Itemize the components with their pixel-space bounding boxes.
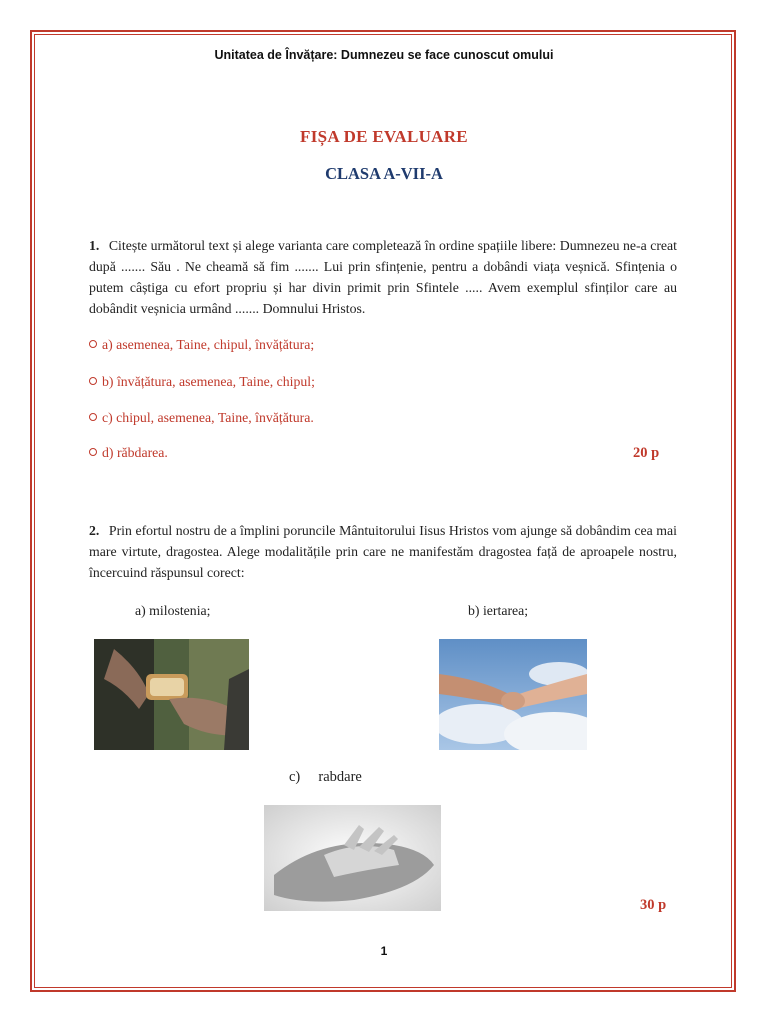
page-number: 1 bbox=[380, 944, 388, 958]
giving-bread-image bbox=[94, 639, 249, 750]
q2-option-c-label[interactable]: c) rabdare bbox=[289, 769, 362, 785]
q1-option-b[interactable] bbox=[89, 374, 315, 390]
q2-points: 30 p bbox=[640, 897, 667, 913]
unit-header: Unitatea de Învățare: Dumnezeu se face cunoscut omului bbox=[214, 48, 554, 62]
hands-image bbox=[264, 805, 441, 911]
question-2-number: 2. bbox=[89, 523, 100, 538]
radio-circle-icon bbox=[89, 340, 97, 348]
question-2-text: Prin efortul nostru de a împlini poruncile Mântuitorului Iisus Hristos vom ajunge să dobândim cea mai mare virtute, dragostea. Alege modalitățile prin care ne manifestăm dragostea față de aproapele nostru, încercuind răspunsul corect: bbox=[89, 523, 677, 580]
q1-points: 20 p bbox=[633, 445, 660, 461]
q2-option-b-label[interactable]: b) iertarea; bbox=[468, 603, 529, 618]
handshake-image bbox=[439, 639, 587, 750]
class-subtitle: CLASA A-VII-A bbox=[325, 164, 443, 183]
question-1-text: Citește următorul text și alege varianta care completează în ordine spațiile libere: Dumnezeu ne-a creat după ....... Său . Ne cheamă să fim ....... Lui prin sfințenie, pentru a dobândi viața veșnică. Sfințenia o putem câștiga cu efort propriu și har divin primit prin Sfintele ..... Avem exemplul sfinților care au dobândit veșnicia urmând ....... Domnului Hristos. bbox=[89, 238, 677, 316]
q1-option-a-label: a) asemenea, Taine, chipul, învățătura; bbox=[102, 337, 315, 352]
radio-circle-icon bbox=[89, 413, 97, 421]
q1-option-c-label: c) chipul, asemenea, Taine, învățătura. bbox=[102, 410, 314, 425]
q1-option-b-label: b) învățătura, asemenea, Taine, chipul; bbox=[102, 374, 315, 389]
q1-option-d[interactable] bbox=[89, 445, 168, 461]
q2-option-a-label[interactable]: a) milostenia; bbox=[135, 603, 211, 618]
q1-option-a[interactable] bbox=[89, 337, 314, 353]
q1-option-c[interactable] bbox=[89, 410, 314, 426]
question-2 bbox=[89, 520, 677, 583]
q1-option-d-label: d) răbdarea. bbox=[102, 445, 168, 460]
page-title: FIȘA DE EVALUARE bbox=[300, 127, 468, 146]
radio-circle-icon bbox=[89, 448, 97, 456]
question-1-number: 1. bbox=[89, 238, 100, 253]
question-1 bbox=[89, 235, 677, 319]
radio-circle-icon bbox=[89, 377, 97, 385]
